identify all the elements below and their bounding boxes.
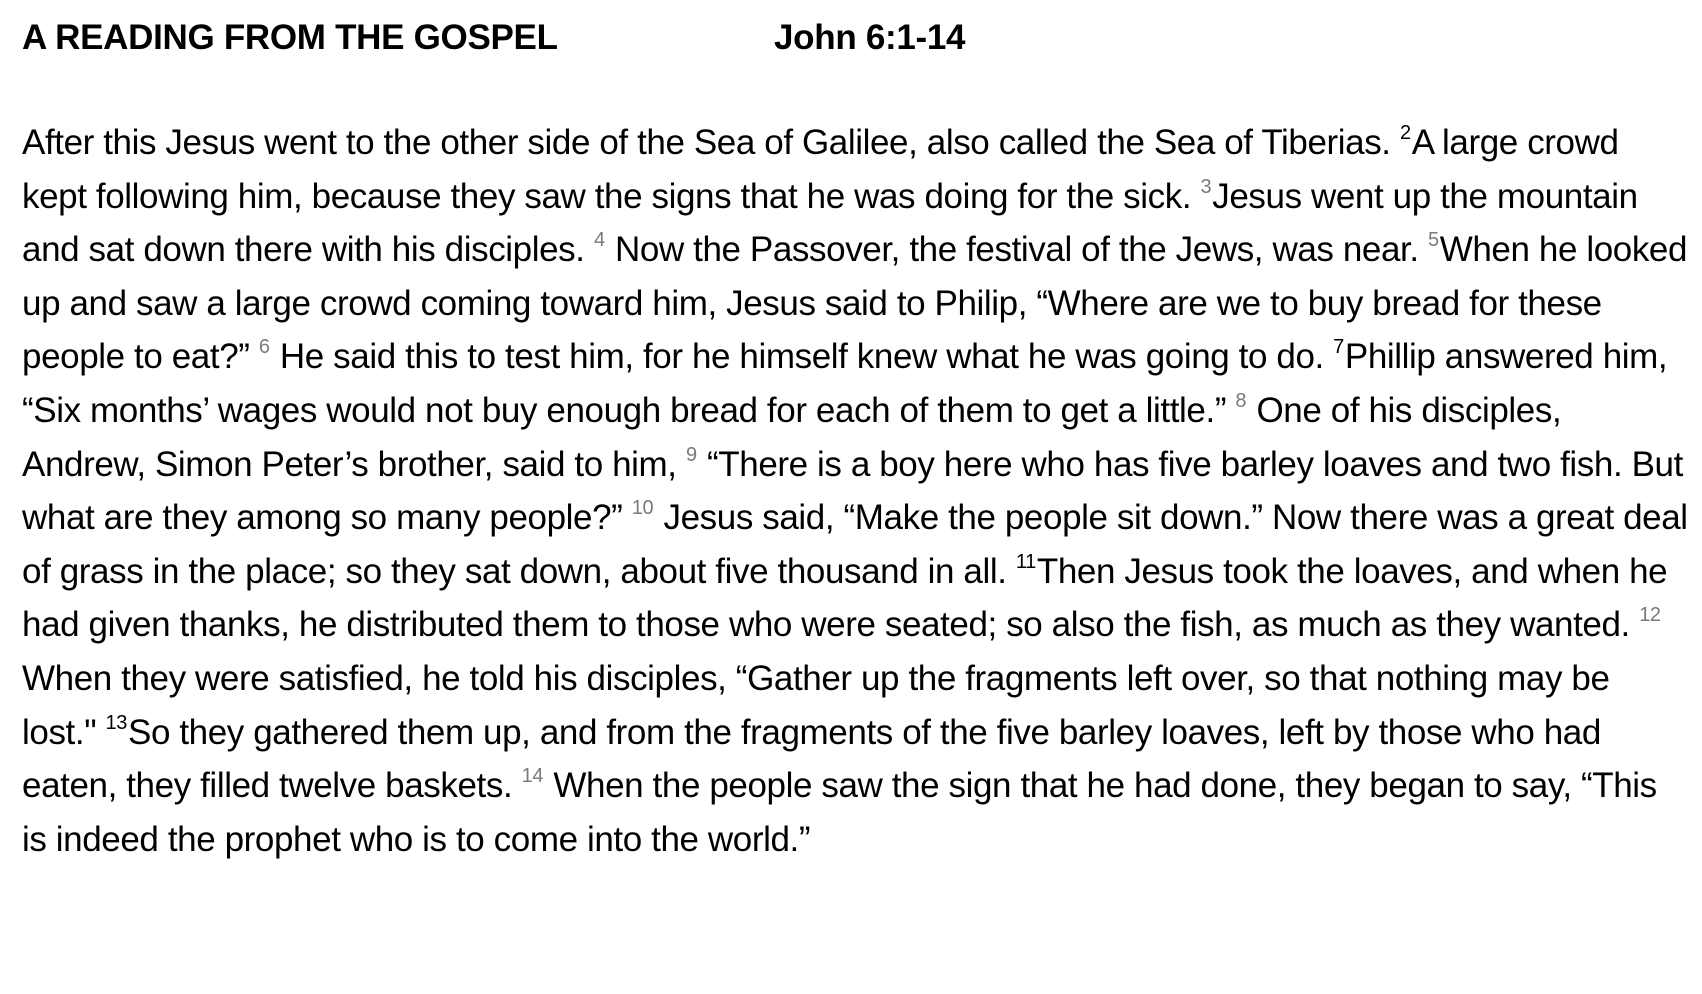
verse-number: 3 [1200, 175, 1212, 198]
verse-number: 10 [631, 497, 654, 520]
verse-13-text: So they gathered them up, and from the fragments of the five barley loaves, left by those who had eaten, they filled twelve baskets. [22, 712, 1601, 806]
verse-number: 9 [685, 443, 697, 466]
scripture-reference: John 6:1-14 [774, 18, 966, 57]
verse-10-text: Jesus said, “Make the people sit down.” Now there was a great deal of grass in the place; so they sat down, about five thousand in all. [22, 498, 1688, 591]
verse-number: 13 [105, 711, 127, 734]
verse-number: 11 [1015, 550, 1036, 573]
verse-number: 5 [1427, 229, 1439, 252]
verse-2-text: A large crowd kept following him, because they saw the signs that he was doing for the sick. [22, 123, 1619, 216]
verse-number: 2 [1399, 122, 1411, 144]
verse-8-text: One of his disciples, Andrew, Simon Peter’s brother, said to him, [22, 390, 1562, 484]
verse-9-text: “There is a boy here who has five barley loaves and two fish. But what are they among so many people?” [22, 444, 1683, 538]
verse-number: 7 [1333, 336, 1344, 359]
verse-7-text: Phillip answered him, “Six months’ wages would not buy enough bread for each of them to get a little.” [22, 337, 1668, 430]
verse-12-text: When they were satisfied, he told his disciples, “Gather up the fragments left over, so that nothing may be lost." [22, 658, 1610, 752]
verse-14-text: When the people saw the sign that he had done, they began to say, “This is indeed the prophet who is to come into the world.” [22, 766, 1657, 859]
verse-number: 6 [258, 336, 270, 359]
reading-page [22, 14, 1690, 866]
verse-1-text: After this Jesus went to the other side of the Sea of Galilee, also called the Sea of Tiberias. [22, 123, 1400, 162]
verse-4-text: Now the Passover, the festival of the Jews, was near. [615, 230, 1428, 270]
reading-header [22, 14, 1690, 62]
reading-title: A READING FROM THE GOSPEL [22, 18, 558, 57]
verse-number: 14 [521, 765, 544, 788]
verse-3-text: Jesus went up the mountain and sat down there with his disciples. [22, 176, 1638, 270]
verse-6-text: He said this to test him, for he himself knew what he was going to do. [279, 337, 1334, 377]
verse-5-text: When he looked up and saw a large crowd coming toward him, Jesus said to Philip, “Where are we to buy bread for these people to eat?” [22, 230, 1688, 377]
verse-11-text: Then Jesus took the loaves, and when he had given thanks, he distributed them to those who were seated; so also the fish, as much as they wanted. [22, 551, 1668, 645]
verse-number: 12 [1639, 604, 1661, 627]
verse-number: 4 [593, 229, 605, 252]
scripture-passage [22, 116, 1690, 866]
verse-number: 8 [1235, 389, 1247, 412]
